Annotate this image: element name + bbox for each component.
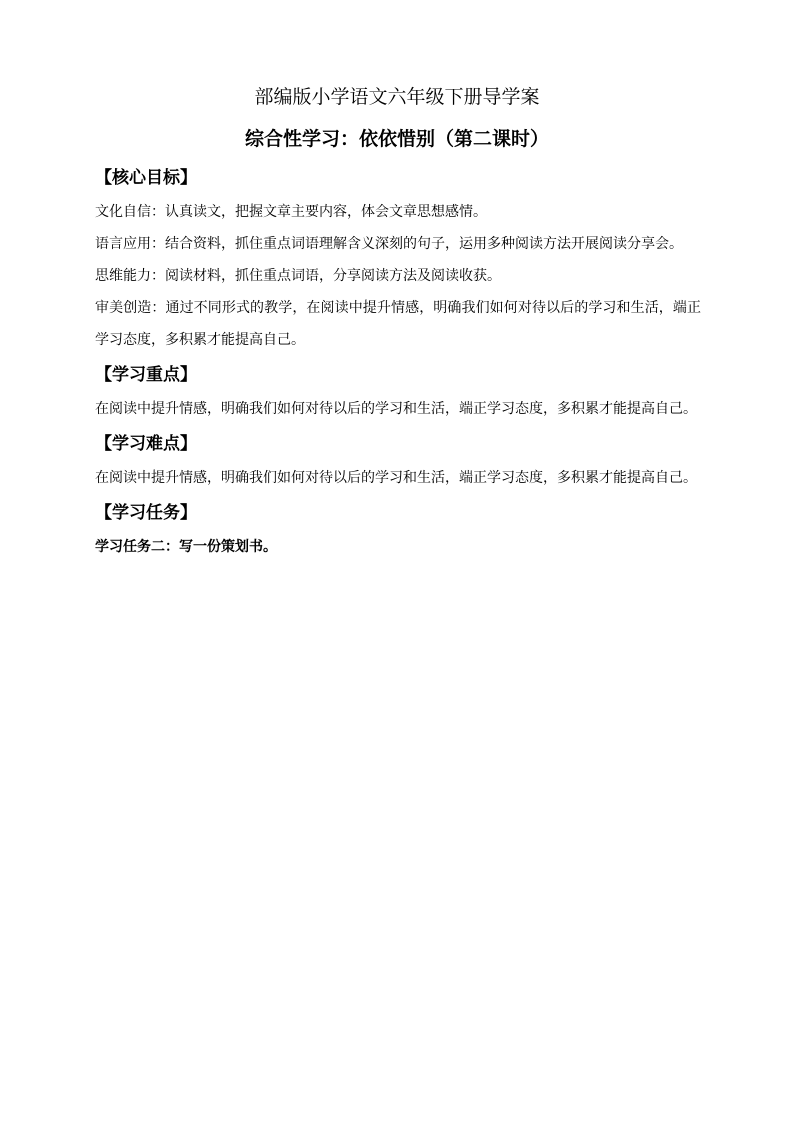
goal-cultural-confidence: 文化自信：认真读文，把握文章主要内容，体会文章思想感情。: [95, 204, 487, 220]
section-difficulties: [95, 427, 701, 494]
goal-aesthetic-creation: 审美创造：通过不同形式的教学，在阅读中提升情感，明确我们如何对待以后的学习和生活，端正学习态度，多积累才能提高自己。: [95, 300, 701, 348]
key-points-text: 在阅读中提升情感，明确我们如何对待以后的学习和生活，端正学习态度，多积累才能提高自己。: [95, 401, 697, 417]
difficulties-text: 在阅读中提升情感，明确我们如何对待以后的学习和生活，端正学习态度，多积累才能提高自己。: [95, 470, 697, 486]
document-body: [95, 161, 701, 563]
section-heading-difficulties: 【学习难点】: [95, 434, 197, 454]
section-heading-core-goals: 【核心目标】: [95, 168, 197, 188]
goal-thinking-ability: 思维能力：阅读材料，抓住重点词语，分享阅读方法及阅读收获。: [95, 268, 501, 284]
lesson-subtitle: 综合性学习：依依惜别（第二课时）: [244, 128, 549, 150]
section-core-goals: [95, 161, 701, 356]
section-tasks: [95, 496, 701, 563]
section-heading-key-points: 【学习重点】: [95, 365, 197, 385]
section-heading-tasks: 【学习任务】: [95, 503, 197, 523]
goal-language-application: 语言应用：结合资料，抓住重点词语理解含义深刻的句子，运用多种阅读方法开展阅读分享会。: [95, 236, 683, 252]
document-title: 部编版小学语文六年级下册导学案: [254, 86, 540, 108]
section-key-points: [95, 358, 701, 425]
task-two-line: 学习任务二：写一份策划书。: [95, 539, 277, 555]
